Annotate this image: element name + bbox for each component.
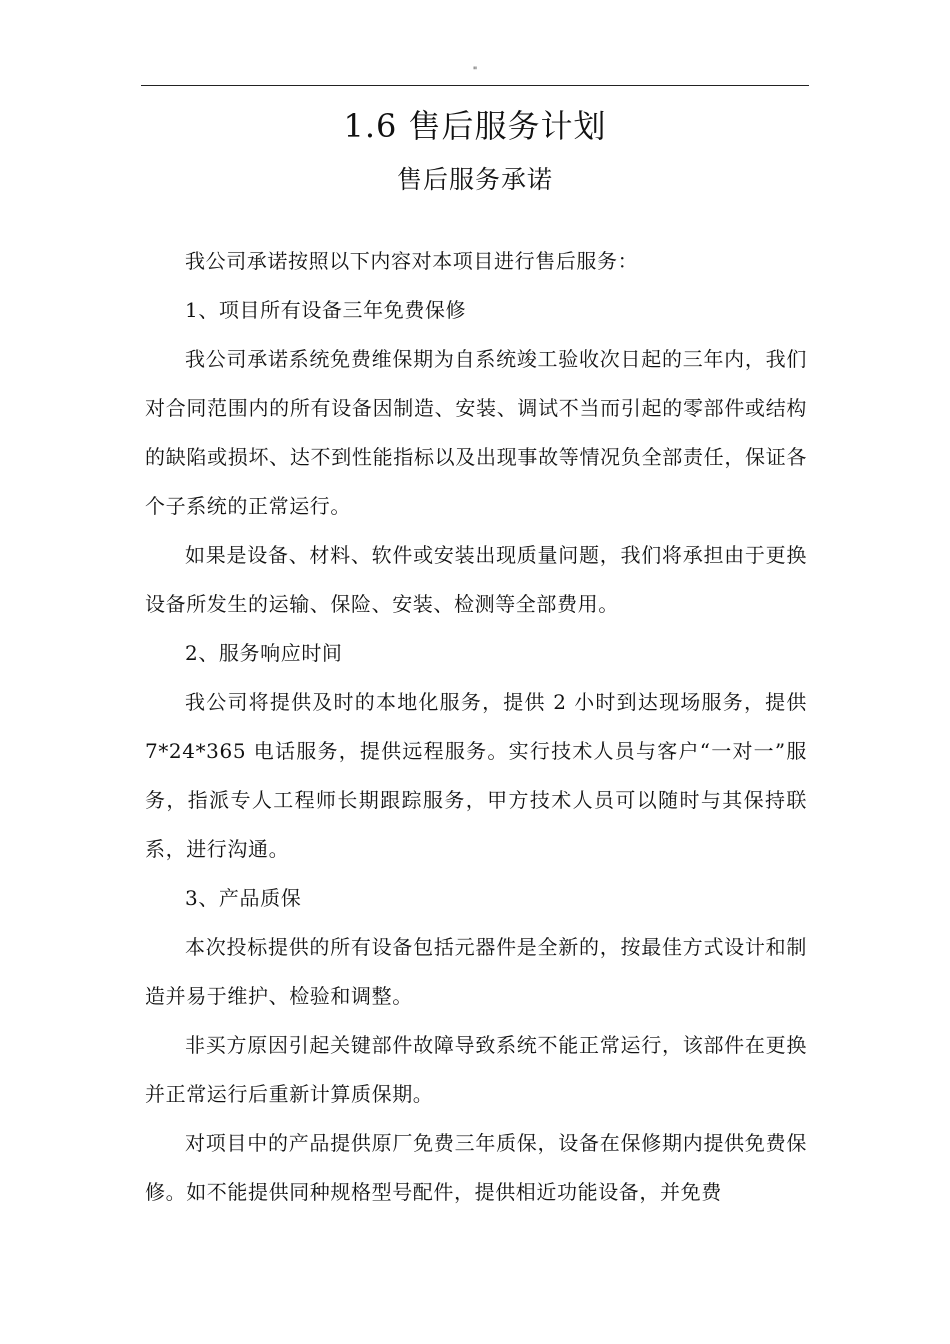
page-subtitle: 售后服务承诺: [396, 165, 553, 194]
document-body: [145, 237, 807, 1217]
header-mark: ": [472, 66, 478, 77]
section-heading-warranty: 1、项目所有设备三年免费保修: [185, 298, 467, 322]
section-heading-quality: 3、产品质保: [185, 886, 302, 910]
header-rule: [141, 85, 809, 86]
section-heading-response: 2、服务响应时间: [185, 641, 343, 665]
oem-warranty-paragraph: 对项目中的产品提供原厂免费三年质保，设备在保修期内提供免费保修。如不能提供同种规格型号配件，提供相近功能设备，并免费: [145, 1131, 807, 1204]
intro-paragraph: 我公司承诺按照以下内容对本项目进行售后服务：: [185, 249, 639, 273]
quality-paragraph: 本次投标提供的所有设备包括元器件是全新的，按最佳方式设计和制造并易于维护、检验和调整。: [145, 935, 807, 1008]
response-paragraph: 我公司将提供及时的本地化服务，提供 2 小时到达现场服务，提供 7*24*365 电话服务，提供远程服务。实行技术人员与客户“一对一”服务，指派专人工程师长期跟踪服务，甲方技术人员可以随时与其保持联系，进行沟通。: [145, 690, 807, 861]
warranty-paragraph: 我公司承诺系统免费维保期为自系统竣工验收次日起的三年内，我们对合同范围内的所有设备因制造、安装、调试不当而引起的零部件或结构的缺陷或损坏、达不到性能指标以及出现事故等情况负全部责任，保证各个子系统的正常运行。: [145, 347, 807, 518]
failure-paragraph: 非买方原因引起关键部件故障导致系统不能正常运行，该部件在更换并正常运行后重新计算质保期。: [145, 1033, 807, 1106]
cost-paragraph: 如果是设备、材料、软件或安装出现质量问题，我们将承担由于更换设备所发生的运输、保险、安装、检测等全部费用。: [145, 543, 807, 616]
page-title: 1.6 售后服务计划: [343, 107, 607, 145]
